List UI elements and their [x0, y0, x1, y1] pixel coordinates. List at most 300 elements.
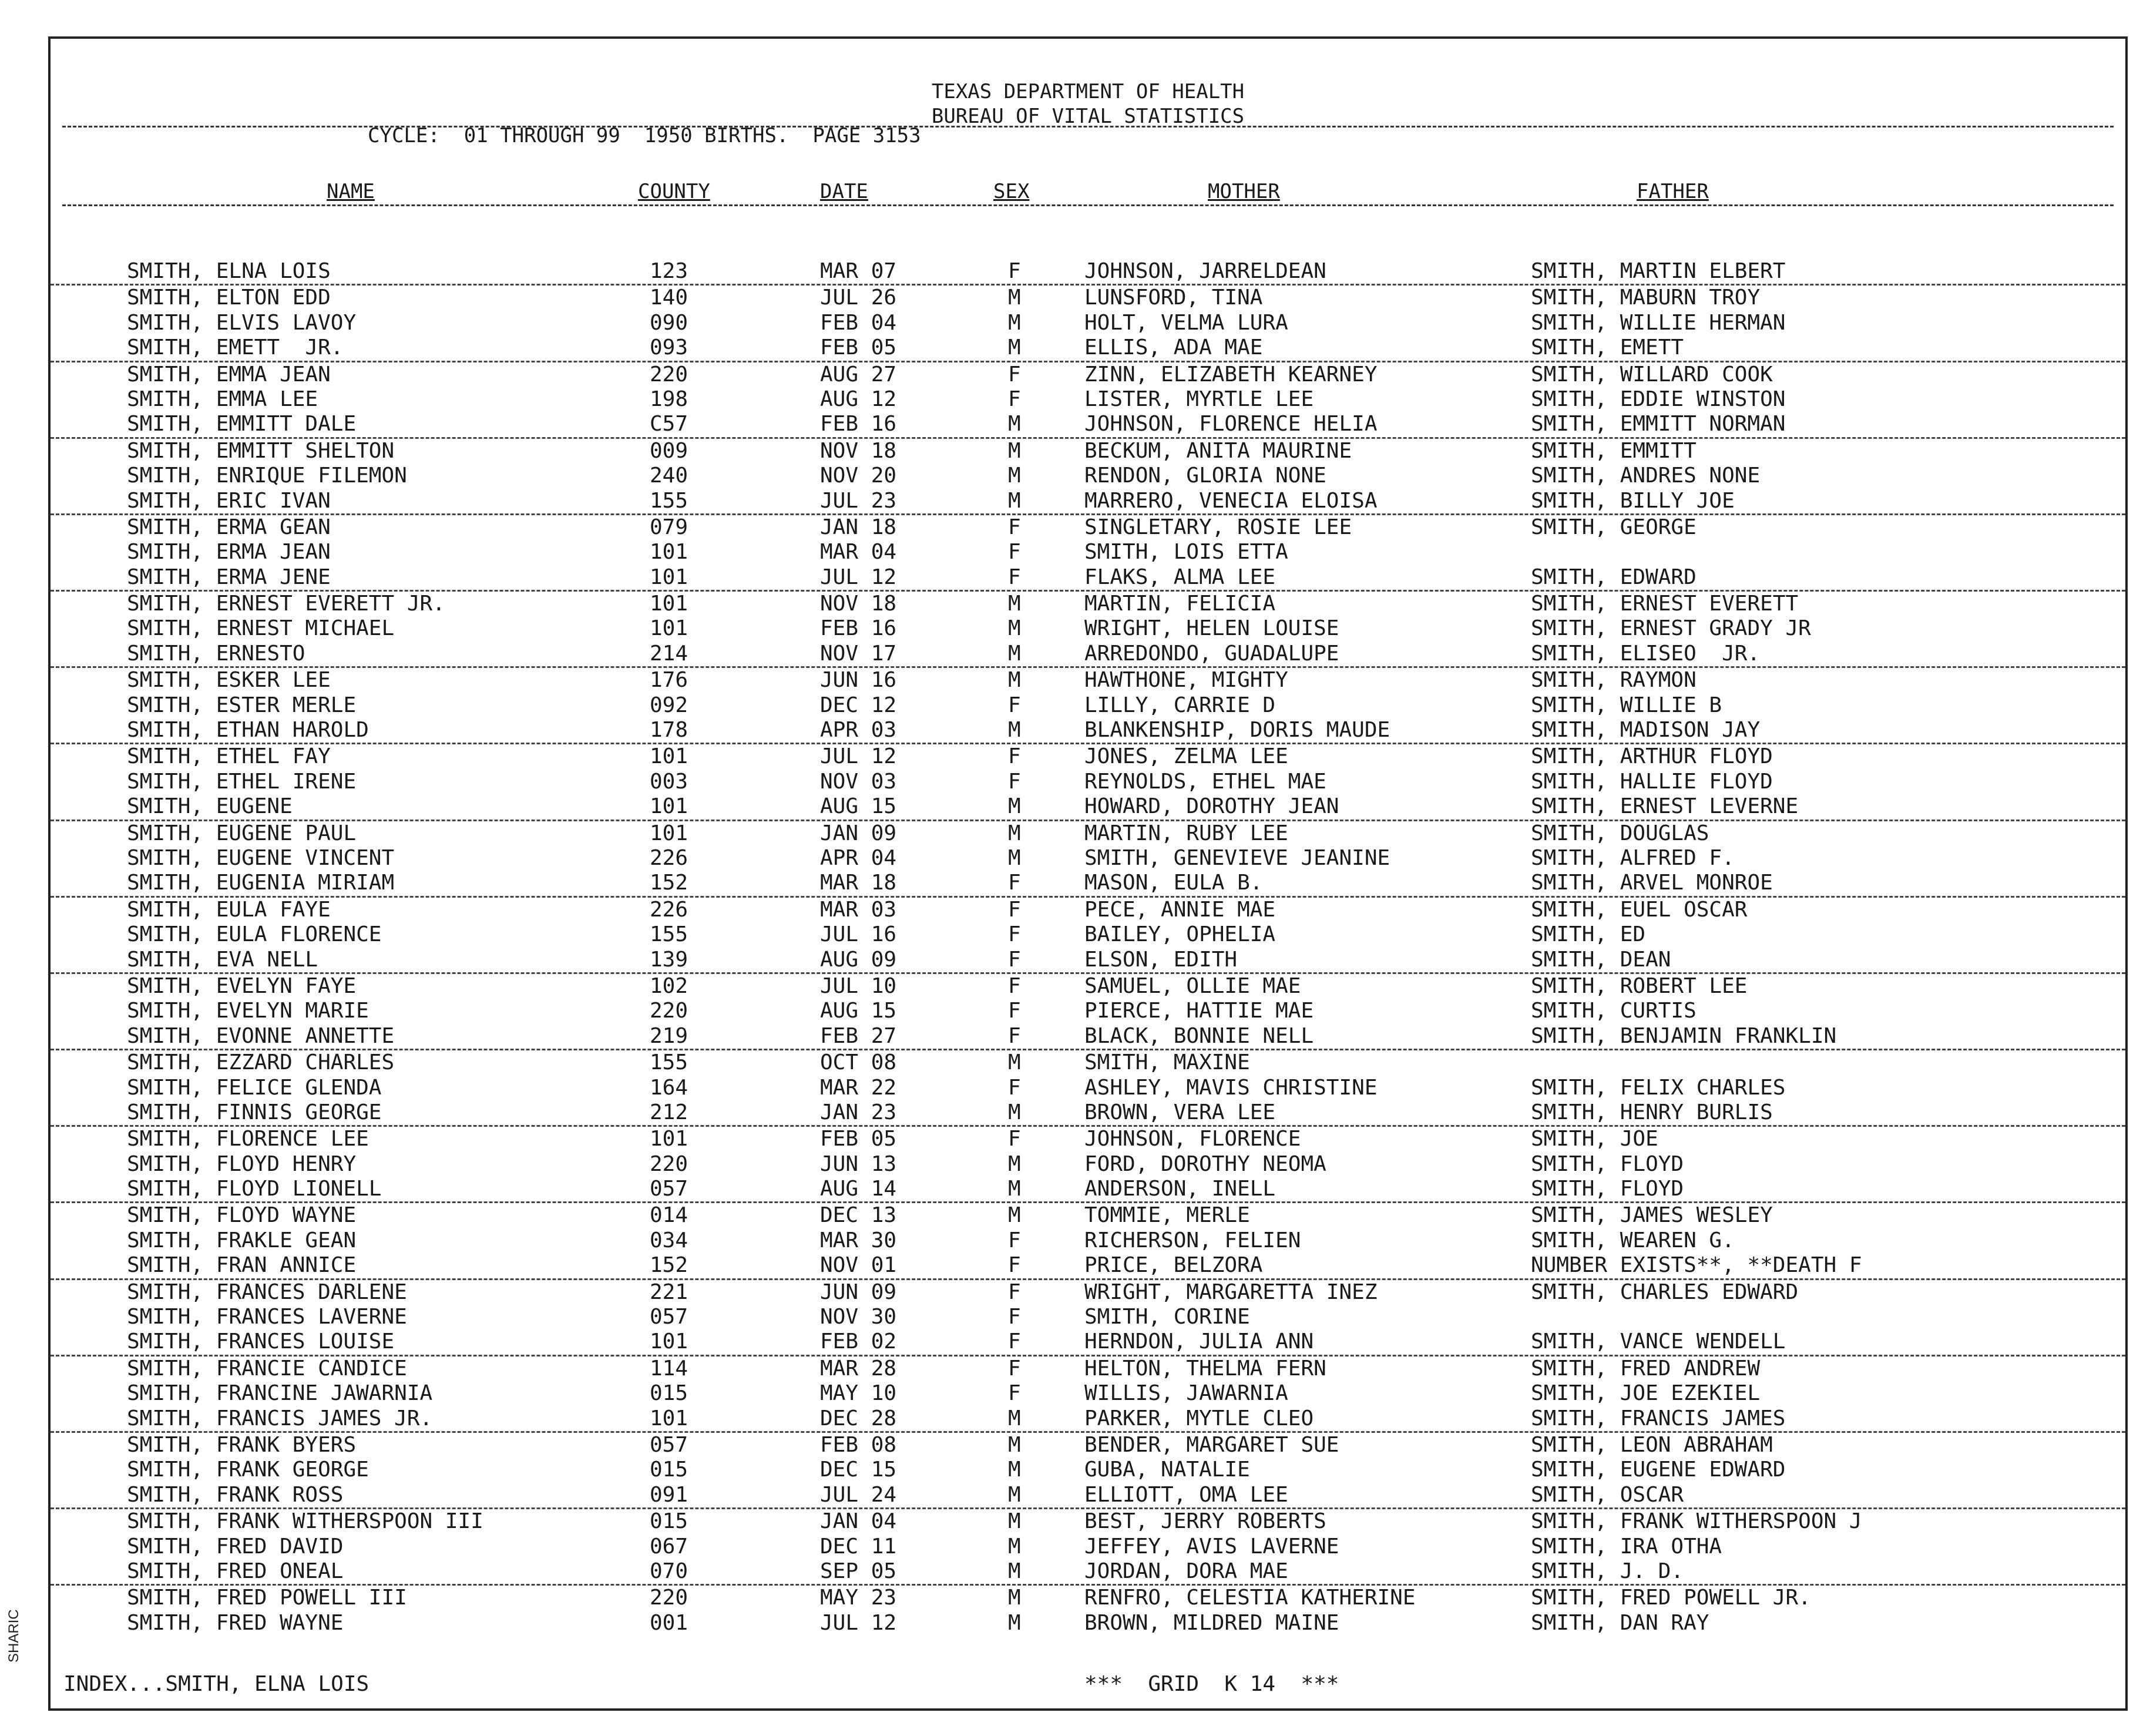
record-name: SMITH, FLOYD LIONELL	[127, 1177, 382, 1201]
record-county: 101	[650, 565, 688, 589]
header-bureau: BUREAU OF VITAL STATISTICS	[931, 105, 1245, 128]
record-father: SMITH, EMETT	[1531, 335, 1684, 360]
record-date: JAN 23	[820, 1100, 897, 1124]
record-father: SMITH, EMMITT	[1531, 438, 1697, 463]
record-sex: M	[1008, 641, 1021, 666]
record-mother: BEST, JERRY ROBERTS	[1084, 1509, 1326, 1534]
record-name: SMITH, FRANK ROSS	[127, 1482, 344, 1507]
record-county: 101	[650, 1127, 688, 1151]
record-name: SMITH, FRAKLE GEAN	[127, 1228, 357, 1253]
record-sex: M	[1008, 488, 1021, 513]
record-father: SMITH, CURTIS	[1531, 999, 1697, 1023]
table-row	[51, 1203, 2125, 1228]
record-county: 155	[650, 922, 688, 947]
record-county: 015	[650, 1509, 688, 1534]
record-date: MAY 10	[820, 1381, 897, 1406]
record-sex: F	[1008, 922, 1021, 947]
record-father: SMITH, MABURN TROY	[1531, 286, 1761, 310]
record-name: SMITH, FRANK GEORGE	[127, 1458, 369, 1482]
record-sex: M	[1008, 1100, 1021, 1124]
record-county: 219	[650, 1023, 688, 1048]
record-mother: HOWARD, DOROTHY JEAN	[1084, 794, 1339, 819]
record-sex: M	[1008, 1203, 1021, 1228]
record-mother: SINGLETARY, ROSIE LEE	[1084, 515, 1352, 539]
record-father: SMITH, WILLIE HERMAN	[1531, 310, 1786, 335]
table-row	[51, 412, 2125, 438]
record-date: DEC 15	[820, 1458, 897, 1482]
record-name: SMITH, EMMA LEE	[127, 387, 318, 411]
table-row	[51, 898, 2125, 922]
table-row	[51, 668, 2125, 693]
record-father: SMITH, FELIX CHARLES	[1531, 1075, 1786, 1100]
record-county: 212	[650, 1100, 688, 1124]
record-county: 090	[650, 310, 688, 335]
record-mother: FORD, DOROTHY NEOMA	[1084, 1151, 1326, 1176]
table-row	[51, 616, 2125, 641]
record-name: SMITH, ERNEST EVERETT JR.	[127, 592, 445, 616]
table-row	[51, 922, 2125, 947]
record-father: SMITH, MARTIN ELBERT	[1531, 259, 1786, 283]
record-sex: F	[1008, 769, 1021, 794]
record-name: SMITH, ENRIQUE FILEMON	[127, 464, 407, 488]
record-sex: M	[1008, 1534, 1021, 1559]
record-sex: F	[1008, 1329, 1021, 1354]
record-county: 057	[650, 1432, 688, 1457]
record-date: MAR 30	[820, 1228, 897, 1253]
record-mother: HELTON, THELMA FERN	[1084, 1356, 1326, 1381]
record-date: MAR 03	[820, 897, 897, 922]
record-county: 014	[650, 1203, 688, 1228]
table-row	[51, 1509, 2125, 1534]
record-father: SMITH, MADISON JAY	[1531, 718, 1761, 743]
record-county: 176	[650, 668, 688, 693]
record-county: 220	[650, 1151, 688, 1176]
table-row	[51, 515, 2125, 540]
record-date: JUL 12	[820, 565, 897, 589]
table-row	[51, 259, 2125, 286]
record-father: SMITH, OSCAR	[1531, 1482, 1684, 1507]
record-name: SMITH, EUGENIA MIRIAM	[127, 871, 395, 895]
record-father: SMITH, EUGENE EDWARD	[1531, 1458, 1786, 1482]
record-mother: SMITH, CORINE	[1084, 1305, 1250, 1329]
record-date: JUL 26	[820, 286, 897, 310]
record-county: 091	[650, 1482, 688, 1507]
record-date: APR 03	[820, 718, 897, 743]
record-name: SMITH, ESTER MERLE	[127, 693, 357, 717]
record-date: AUG 14	[820, 1177, 897, 1201]
record-mother: ELLIS, ADA MAE	[1084, 335, 1263, 360]
table-row	[51, 846, 2125, 871]
record-mother: SMITH, LOIS ETTA	[1084, 540, 1288, 565]
record-sex: F	[1008, 1280, 1021, 1304]
record-father: SMITH, EMMITT NORMAN	[1531, 412, 1786, 436]
table-row	[51, 871, 2125, 897]
record-county: 226	[650, 845, 688, 870]
record-date: JAN 18	[820, 515, 897, 539]
record-sex: F	[1008, 1356, 1021, 1381]
record-father: SMITH, ALFRED F.	[1531, 845, 1735, 870]
table-row	[51, 1127, 2125, 1151]
record-county: 164	[650, 1075, 688, 1100]
record-date: AUG 27	[820, 362, 897, 387]
record-date: APR 04	[820, 845, 897, 870]
record-name: SMITH, EUGENE	[127, 794, 293, 819]
record-father: SMITH, DOUGLAS	[1531, 821, 1709, 845]
record-name: SMITH, FLOYD HENRY	[127, 1151, 357, 1176]
record-name: SMITH, EMMA JEAN	[127, 362, 331, 387]
table-row	[51, 999, 2125, 1023]
header-department: TEXAS DEPARTMENT OF HEALTH	[931, 80, 1245, 103]
record-mother: LISTER, MYRTLE LEE	[1084, 387, 1314, 411]
record-name: SMITH, FRANCIS JAMES JR.	[127, 1406, 433, 1431]
table-row	[51, 464, 2125, 488]
record-county: 114	[650, 1356, 688, 1381]
record-father: SMITH, FRANCIS JAMES	[1531, 1406, 1786, 1431]
record-father: SMITH, HALLIE FLOYD	[1531, 769, 1773, 794]
record-sex: M	[1008, 1050, 1021, 1075]
record-name: SMITH, ELTON EDD	[127, 286, 331, 310]
record-mother: ARREDONDO, GUADALUPE	[1084, 641, 1339, 666]
table-row	[51, 311, 2125, 335]
record-father: SMITH, ED	[1531, 922, 1646, 947]
record-name: SMITH, ERMA GEAN	[127, 515, 331, 539]
table-row	[51, 1076, 2125, 1100]
record-date: AUG 15	[820, 999, 897, 1023]
footer-index: INDEX...SMITH, ELNA LOIS	[63, 1672, 369, 1696]
table-row	[51, 592, 2125, 616]
record-date: MAR 04	[820, 540, 897, 565]
record-father: SMITH, FLOYD	[1531, 1177, 1684, 1201]
record-date: FEB 05	[820, 1127, 897, 1151]
table-row	[51, 1586, 2125, 1610]
record-father: SMITH, IRA OTHA	[1531, 1534, 1722, 1559]
table-row	[51, 794, 2125, 821]
record-sex: M	[1008, 821, 1021, 845]
record-county: 057	[650, 1305, 688, 1329]
table-row	[51, 770, 2125, 794]
record-mother: HAWTHONE, MIGHTY	[1084, 668, 1288, 693]
column-header-rule	[62, 204, 2114, 206]
table-row	[51, 335, 2125, 362]
record-county: 220	[650, 1586, 688, 1610]
record-county: 101	[650, 1406, 688, 1431]
record-mother: BAILEY, OPHELIA	[1084, 922, 1276, 947]
record-sex: F	[1008, 259, 1021, 283]
record-county: 101	[650, 794, 688, 819]
record-name: SMITH, EUGENE PAUL	[127, 821, 357, 845]
record-father: SMITH, ERNEST LEVERNE	[1531, 794, 1799, 819]
table-row	[51, 1406, 2125, 1433]
record-father: SMITH, DEAN	[1531, 947, 1671, 972]
record-county: 155	[650, 488, 688, 513]
column-header-mother: MOTHER	[1208, 180, 1280, 203]
record-county: 102	[650, 973, 688, 998]
record-mother: WRIGHT, MARGARETTA INEZ	[1084, 1280, 1378, 1304]
record-sex: M	[1008, 1151, 1021, 1176]
record-sex: F	[1008, 515, 1021, 539]
record-mother: MARTIN, FELICIA	[1084, 592, 1276, 616]
record-mother: HERNDON, JULIA ANN	[1084, 1329, 1314, 1354]
record-county: 140	[650, 286, 688, 310]
record-sex: F	[1008, 897, 1021, 922]
record-father: SMITH, ANDRES NONE	[1531, 464, 1761, 488]
record-sex: M	[1008, 438, 1021, 463]
record-date: FEB 02	[820, 1329, 897, 1354]
record-mother: SMITH, GENEVIEVE JEANINE	[1084, 845, 1390, 870]
record-mother: REYNOLDS, ETHEL MAE	[1084, 769, 1326, 794]
record-mother: PRICE, BELZORA	[1084, 1253, 1263, 1278]
record-name: SMITH, FRED POWELL III	[127, 1586, 407, 1610]
record-mother: MARTIN, RUBY LEE	[1084, 821, 1288, 845]
record-date: NOV 18	[820, 438, 897, 463]
record-mother: ELLIOTT, OMA LEE	[1084, 1482, 1288, 1507]
record-name: SMITH, ERMA JEAN	[127, 540, 331, 565]
record-father: SMITH, FRED POWELL JR.	[1531, 1586, 1811, 1610]
record-sex: F	[1008, 1253, 1021, 1278]
record-mother: JOHNSON, JARRELDEAN	[1084, 259, 1326, 283]
record-sex: M	[1008, 1509, 1021, 1534]
record-father: SMITH, FRED ANDREW	[1531, 1356, 1761, 1381]
record-county: 178	[650, 718, 688, 743]
record-mother: ASHLEY, MAVIS CHRISTINE	[1084, 1075, 1378, 1100]
record-mother: RENDON, GLORIA NONE	[1084, 464, 1326, 488]
record-sex: F	[1008, 693, 1021, 717]
table-row	[51, 1050, 2125, 1075]
record-sex: M	[1008, 1559, 1021, 1583]
record-date: DEC 28	[820, 1406, 897, 1431]
record-name: SMITH, FLORENCE LEE	[127, 1127, 369, 1151]
record-name: SMITH, FRANCES DARLENE	[127, 1280, 407, 1304]
record-father: SMITH, EDWARD	[1531, 565, 1697, 589]
table-row	[51, 744, 2125, 769]
record-date: JUL 24	[820, 1482, 897, 1507]
table-row	[51, 1177, 2125, 1203]
record-name: SMITH, ERIC IVAN	[127, 488, 331, 513]
record-mother: GUBA, NATALIE	[1084, 1458, 1250, 1482]
record-county: 123	[650, 259, 688, 283]
record-county: 092	[650, 693, 688, 717]
table-row	[51, 718, 2125, 744]
record-county: 226	[650, 897, 688, 922]
record-name: SMITH, FINNIS GEORGE	[127, 1100, 382, 1124]
record-father: SMITH, LEON ABRAHAM	[1531, 1432, 1773, 1457]
record-county: 101	[650, 592, 688, 616]
record-name: SMITH, ETHEL IRENE	[127, 769, 357, 794]
record-mother: JOHNSON, FLORENCE HELIA	[1084, 412, 1378, 436]
record-mother: BECKUM, ANITA MAURINE	[1084, 438, 1352, 463]
record-date: JUL 12	[820, 1610, 897, 1635]
record-date: JUL 12	[820, 744, 897, 769]
record-sex: M	[1008, 718, 1021, 743]
record-name: SMITH, ERMA JENE	[127, 565, 331, 589]
record-father: SMITH, ERNEST GRADY JR	[1531, 616, 1811, 641]
record-name: SMITH, FRANK WITHERSPOON III	[127, 1509, 483, 1534]
record-county: 067	[650, 1534, 688, 1559]
record-county: 101	[650, 540, 688, 565]
record-date: NOV 03	[820, 769, 897, 794]
record-father: SMITH, FLOYD	[1531, 1151, 1684, 1176]
record-father: SMITH, BILLY JOE	[1531, 488, 1735, 513]
record-name: SMITH, EMETT JR.	[127, 335, 344, 360]
record-sex: F	[1008, 1228, 1021, 1253]
column-header-county: COUNTY	[638, 180, 710, 203]
record-sex: M	[1008, 1458, 1021, 1482]
table-row	[51, 1611, 2125, 1636]
record-father: SMITH, JOE EZEKIEL	[1531, 1381, 1761, 1406]
record-county: 101	[650, 1329, 688, 1354]
record-county: 155	[650, 1050, 688, 1075]
record-name: SMITH, FLOYD WAYNE	[127, 1203, 357, 1228]
record-sex: F	[1008, 973, 1021, 998]
record-mother: SMITH, MAXINE	[1084, 1050, 1250, 1075]
record-county: 070	[650, 1559, 688, 1583]
record-county: 220	[650, 999, 688, 1023]
record-date: AUG 12	[820, 387, 897, 411]
record-sex: M	[1008, 1610, 1021, 1635]
record-county: 079	[650, 515, 688, 539]
record-sex: F	[1008, 1023, 1021, 1048]
table-row	[51, 540, 2125, 565]
record-mother: SAMUEL, OLLIE MAE	[1084, 973, 1301, 998]
record-county: 220	[650, 362, 688, 387]
record-mother: RICHERSON, FELIEN	[1084, 1228, 1301, 1253]
record-date: JUL 23	[820, 488, 897, 513]
table-row	[51, 1433, 2125, 1458]
record-father: SMITH, DAN RAY	[1531, 1610, 1709, 1635]
record-sex: M	[1008, 1586, 1021, 1610]
record-name: SMITH, EVA NELL	[127, 947, 318, 972]
record-mother: BLACK, BONNIE NELL	[1084, 1023, 1314, 1048]
record-county: 221	[650, 1280, 688, 1304]
record-sex: M	[1008, 310, 1021, 335]
table-row	[51, 489, 2125, 515]
record-date: FEB 05	[820, 335, 897, 360]
record-sex: F	[1008, 871, 1021, 895]
document-frame	[48, 36, 2128, 1711]
record-name: SMITH, EZZARD CHARLES	[127, 1050, 395, 1075]
record-father: SMITH, WEAREN G.	[1531, 1228, 1735, 1253]
table-row	[51, 642, 2125, 668]
table-row	[51, 1458, 2125, 1482]
record-sex: F	[1008, 999, 1021, 1023]
table-row	[51, 1483, 2125, 1509]
record-date: FEB 04	[820, 310, 897, 335]
table-row	[51, 974, 2125, 999]
record-sex: F	[1008, 947, 1021, 972]
record-county: 003	[650, 769, 688, 794]
record-father: SMITH, ROBERT LEE	[1531, 973, 1748, 998]
record-sex: M	[1008, 286, 1021, 310]
record-sex: M	[1008, 412, 1021, 436]
table-row	[51, 1228, 2125, 1253]
record-county: 034	[650, 1228, 688, 1253]
record-mother: MARRERO, VENECIA ELOISA	[1084, 488, 1378, 513]
record-sex: M	[1008, 464, 1021, 488]
record-father: NUMBER EXISTS**, **DEATH F	[1531, 1253, 1862, 1278]
record-name: SMITH, EUGENE VINCENT	[127, 845, 395, 870]
record-sex: M	[1008, 616, 1021, 641]
side-tag: SHARIC	[6, 1609, 22, 1663]
record-date: FEB 16	[820, 412, 897, 436]
record-mother: BROWN, VERA LEE	[1084, 1100, 1276, 1124]
table-row	[51, 1100, 2125, 1127]
table-row	[51, 439, 2125, 464]
record-date: JUL 16	[820, 922, 897, 947]
record-name: SMITH, ERNESTO	[127, 641, 305, 666]
record-date: MAY 23	[820, 1586, 897, 1610]
table-row	[51, 1534, 2125, 1559]
record-date: FEB 16	[820, 616, 897, 641]
record-father: SMITH, ARVEL MONROE	[1531, 871, 1773, 895]
record-name: SMITH, FRED ONEAL	[127, 1559, 344, 1583]
table-row	[51, 1356, 2125, 1381]
record-father: SMITH, WILLARD COOK	[1531, 362, 1773, 387]
record-county: 015	[650, 1381, 688, 1406]
record-sex: M	[1008, 1432, 1021, 1457]
record-date: NOV 01	[820, 1253, 897, 1278]
record-sex: M	[1008, 1482, 1021, 1507]
record-sex: M	[1008, 845, 1021, 870]
record-mother: PARKER, MYTLE CLEO	[1084, 1406, 1314, 1431]
record-date: MAR 22	[820, 1075, 897, 1100]
record-sex: M	[1008, 1406, 1021, 1431]
record-name: SMITH, ERNEST MICHAEL	[127, 616, 395, 641]
record-father: SMITH, EUEL OSCAR	[1531, 897, 1748, 922]
record-mother: RENFRO, CELESTIA KATHERINE	[1084, 1586, 1416, 1610]
record-name: SMITH, FRED DAVID	[127, 1534, 344, 1559]
record-name: SMITH, FRANK BYERS	[127, 1432, 357, 1457]
record-sex: F	[1008, 387, 1021, 411]
record-father: SMITH, CHARLES EDWARD	[1531, 1280, 1799, 1304]
record-mother: PIERCE, HATTIE MAE	[1084, 999, 1314, 1023]
table-row	[51, 1559, 2125, 1586]
record-name: SMITH, EMMITT DALE	[127, 412, 357, 436]
table-row	[51, 1329, 2125, 1356]
record-mother: HOLT, VELMA LURA	[1084, 310, 1288, 335]
record-date: NOV 18	[820, 592, 897, 616]
record-date: JUN 13	[820, 1151, 897, 1176]
record-county: 093	[650, 335, 688, 360]
record-name: SMITH, FRANCES LAVERNE	[127, 1305, 407, 1329]
column-header-date: DATE	[820, 180, 868, 203]
record-mother: WILLIS, JAWARNIA	[1084, 1381, 1288, 1406]
table-row	[51, 1305, 2125, 1329]
record-name: SMITH, ELNA LOIS	[127, 259, 331, 283]
table-row	[51, 387, 2125, 412]
table-row	[51, 362, 2125, 387]
record-date: AUG 09	[820, 947, 897, 972]
record-father: SMITH, WILLIE B	[1531, 693, 1722, 717]
record-name: SMITH, ETHAN HAROLD	[127, 718, 369, 743]
record-mother: JORDAN, DORA MAE	[1084, 1559, 1288, 1583]
record-father: SMITH, JOE	[1531, 1127, 1658, 1151]
record-date: NOV 17	[820, 641, 897, 666]
record-name: SMITH, EULA FAYE	[127, 897, 331, 922]
record-county: 240	[650, 464, 688, 488]
record-date: OCT 08	[820, 1050, 897, 1075]
table-row	[51, 1024, 2125, 1050]
record-date: MAR 28	[820, 1356, 897, 1381]
column-header-sex: SEX	[993, 180, 1030, 203]
record-mother: WRIGHT, HELEN LOUISE	[1084, 616, 1339, 641]
table-row	[51, 821, 2125, 846]
record-county: 198	[650, 387, 688, 411]
record-sex: M	[1008, 592, 1021, 616]
record-sex: F	[1008, 1305, 1021, 1329]
record-county: C57	[650, 412, 688, 436]
table-row	[51, 1280, 2125, 1305]
record-name: SMITH, FRANCES LOUISE	[127, 1329, 395, 1354]
